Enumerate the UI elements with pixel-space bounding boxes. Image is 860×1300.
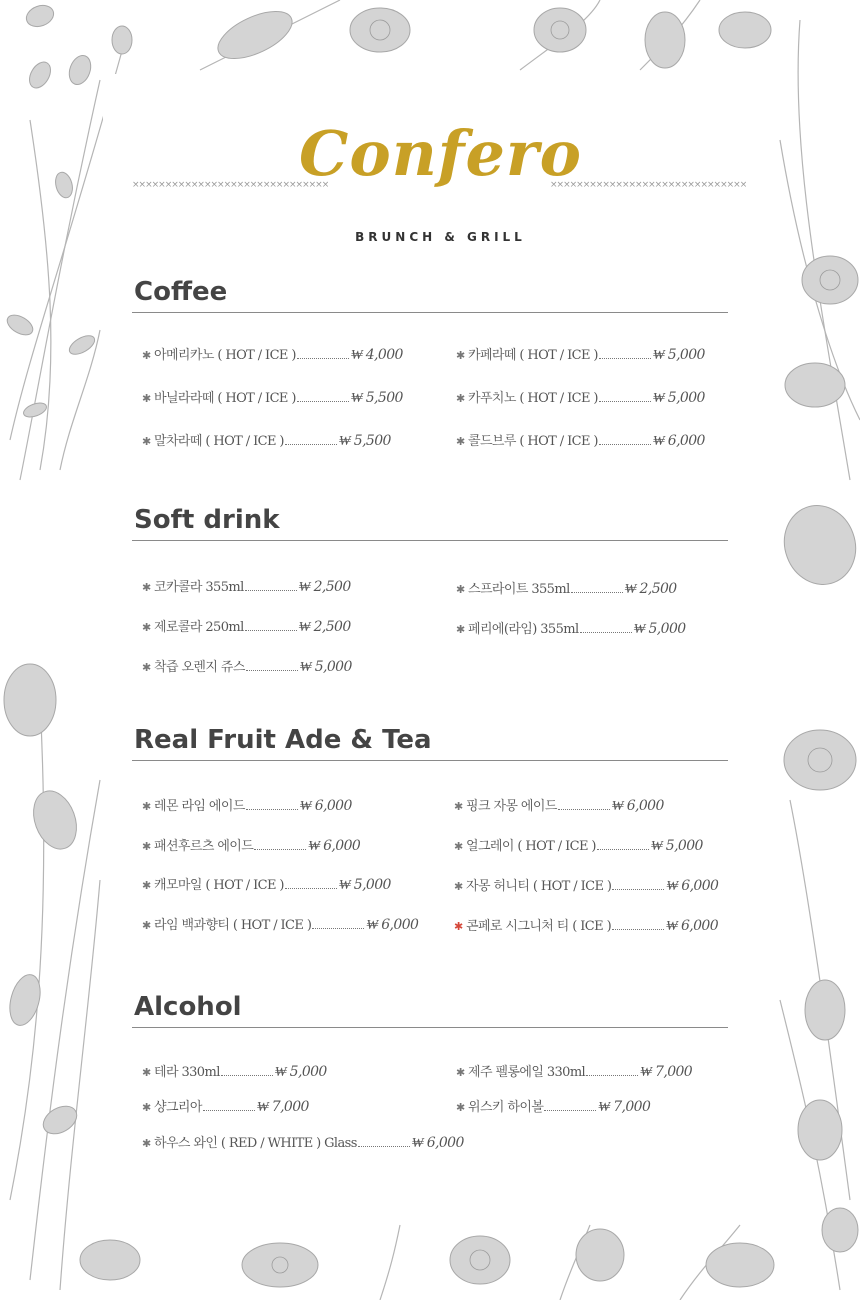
menu-item	[454, 835, 703, 857]
item-name: 자몽 허니티 ( HOT / ICE )	[466, 879, 612, 894]
item-name: 스프라이트 355ml	[468, 582, 570, 597]
item-name: 패션후르츠 에이드	[154, 839, 254, 854]
bullet-icon: ✱	[142, 392, 151, 405]
item-price: ₩ 6,000	[611, 798, 664, 814]
item-price: ₩ 5,000	[652, 390, 705, 406]
leader-dots	[221, 1069, 273, 1076]
item-price: ₩ 2,500	[624, 581, 677, 597]
item-price: ₩ 6,000	[299, 798, 352, 814]
item-name: 아메리카노 ( HOT / ICE )	[154, 348, 296, 363]
menu-item	[454, 795, 664, 817]
cross-stitch-divider-left: ××××××××××××××××××××××××××××××	[132, 180, 329, 190]
bullet-icon: ✱	[142, 621, 151, 634]
leader-dots	[246, 803, 298, 810]
item-name: 콘페로 시그니처 티 ( ICE )	[466, 919, 612, 934]
brand-tagline: BRUNCH & GRILL	[355, 230, 526, 244]
item-price: ₩ 7,000	[640, 1064, 693, 1080]
item-name: 핑크 자몽 에이드	[466, 799, 557, 814]
item-name: 샹그리아	[154, 1100, 202, 1115]
menu-item	[142, 1132, 464, 1154]
item-price: ₩ 5,000	[274, 1064, 327, 1080]
bullet-icon: ✱	[456, 623, 465, 636]
leader-dots	[544, 1104, 596, 1111]
section-alcohol	[132, 989, 728, 1151]
bullet-icon: ✱	[454, 800, 463, 813]
menu-item	[142, 616, 351, 638]
bullet-icon: ✱	[142, 919, 151, 932]
bullet-icon: ✱	[454, 840, 463, 853]
cross-stitch-divider-right: ××××××××××××××××××××××××××××××	[550, 180, 747, 190]
item-price: ₩ 6,000	[666, 918, 719, 934]
section-title: Alcohol	[132, 989, 728, 1028]
menu-item	[456, 430, 705, 452]
item-name: 콜드브루 ( HOT / ICE )	[468, 434, 598, 449]
section-soft-drink	[132, 502, 728, 675]
bullet-icon: ✱	[456, 583, 465, 596]
leader-dots	[285, 438, 337, 445]
item-name: 코카콜라 355ml	[154, 580, 244, 595]
item-name: 착즙 오렌지 쥬스	[154, 660, 245, 675]
bullet-icon: ✱	[142, 581, 151, 594]
leader-dots	[358, 1140, 410, 1147]
item-price: ₩ 2,500	[298, 579, 351, 595]
section-title: Real Fruit Ade & Tea	[132, 722, 728, 761]
menu-item	[142, 430, 391, 452]
item-price: ₩ 6,000	[308, 838, 361, 854]
menu-item	[142, 874, 391, 896]
item-name: 바닐라라떼 ( HOT / ICE )	[154, 391, 296, 406]
item-price: ₩ 7,000	[598, 1099, 651, 1115]
leader-dots	[297, 352, 349, 359]
bullet-icon: ✱	[456, 1101, 465, 1114]
bullet-icon: ✱	[142, 1101, 151, 1114]
menu-item	[456, 1061, 692, 1083]
menu-item	[456, 387, 705, 409]
leader-dots	[580, 626, 632, 633]
bullet-icon: ✱	[142, 661, 151, 674]
item-name: 레몬 라임 에이드	[154, 799, 245, 814]
bullet-icon: ✱	[456, 1066, 465, 1079]
menu-item	[142, 835, 360, 857]
leader-dots	[612, 923, 664, 930]
menu-item	[142, 1061, 327, 1083]
item-price: ₩ 6,000	[411, 1135, 464, 1151]
item-price: ₩ 2,500	[298, 619, 351, 635]
leader-dots	[245, 624, 297, 631]
menu-item	[142, 795, 352, 817]
item-price: ₩ 6,000	[366, 917, 419, 933]
bullet-icon: ✱	[454, 880, 463, 893]
leader-dots	[597, 843, 649, 850]
leader-dots	[285, 882, 337, 889]
item-name: 카푸치노 ( HOT / ICE )	[468, 391, 598, 406]
bullet-icon: ✱	[456, 392, 465, 405]
section-title: Soft drink	[132, 502, 728, 541]
leader-dots	[599, 438, 651, 445]
leader-dots	[612, 883, 664, 890]
item-price: ₩ 5,000	[650, 838, 703, 854]
item-price: ₩ 5,000	[299, 659, 352, 675]
leader-dots	[586, 1069, 638, 1076]
section-title: Coffee	[132, 274, 728, 313]
leader-dots	[599, 395, 651, 402]
item-price: ₩ 6,000	[652, 433, 705, 449]
item-price: ₩ 4,000	[350, 347, 403, 363]
section-coffee	[132, 274, 728, 449]
menu-item-signature	[454, 915, 718, 937]
leader-dots	[245, 584, 297, 591]
item-price: ₩ 5,500	[338, 433, 391, 449]
menu-item	[456, 344, 705, 366]
bullet-icon: ✱	[142, 1066, 151, 1079]
leader-dots	[297, 395, 349, 402]
menu-card	[103, 74, 778, 1224]
menu-item	[456, 1096, 650, 1118]
menu-item	[456, 618, 686, 640]
bullet-icon: ✱	[142, 349, 151, 362]
menu-item	[142, 387, 403, 409]
menu-item	[142, 656, 352, 678]
bullet-icon: ✱	[142, 840, 151, 853]
menu-item	[142, 576, 351, 598]
item-price: ₩ 7,000	[256, 1099, 309, 1115]
menu-item	[456, 578, 677, 600]
menu-item	[454, 875, 718, 897]
bullet-icon: ✱	[142, 879, 151, 892]
item-price: ₩ 5,500	[350, 390, 403, 406]
leader-dots	[203, 1104, 255, 1111]
leader-dots	[571, 586, 623, 593]
leader-dots	[246, 664, 298, 671]
bullet-icon: ✱	[456, 349, 465, 362]
item-name: 캐모마일 ( HOT / ICE )	[154, 878, 284, 893]
item-name: 제주 펠롱에일 330ml	[468, 1065, 586, 1080]
item-name: 말차라떼 ( HOT / ICE )	[154, 434, 284, 449]
item-name: 얼그레이 ( HOT / ICE )	[466, 839, 596, 854]
leader-dots	[599, 352, 651, 359]
item-price: ₩ 5,000	[652, 347, 705, 363]
item-price: ₩ 5,000	[338, 877, 391, 893]
item-name: 라임 백과향티 ( HOT / ICE )	[154, 918, 312, 933]
bullet-icon: ✱	[142, 800, 151, 813]
item-name: 하우스 와인 ( RED / WHITE ) Glass	[154, 1136, 357, 1151]
item-price: ₩ 6,000	[666, 878, 719, 894]
bullet-icon: ✱	[142, 1137, 151, 1150]
item-name: 테라 330ml	[154, 1065, 220, 1080]
item-name: 페리에(라임) 355ml	[468, 622, 579, 637]
bullet-icon: ✱	[142, 435, 151, 448]
item-name: 카페라떼 ( HOT / ICE )	[468, 348, 598, 363]
section-fruit-ade-tea	[132, 722, 728, 934]
item-name: 위스키 하이볼	[468, 1100, 544, 1115]
leader-dots	[558, 803, 610, 810]
leader-dots	[312, 922, 364, 929]
brand-logo: Confero	[299, 117, 582, 190]
item-name: 제로콜라 250ml	[154, 620, 244, 635]
bullet-icon-highlight: ✱	[454, 920, 463, 933]
menu-item	[142, 344, 403, 366]
menu-item	[142, 914, 418, 936]
bullet-icon: ✱	[456, 435, 465, 448]
menu-item	[142, 1096, 309, 1118]
leader-dots	[254, 843, 306, 850]
item-price: ₩ 5,000	[633, 621, 686, 637]
